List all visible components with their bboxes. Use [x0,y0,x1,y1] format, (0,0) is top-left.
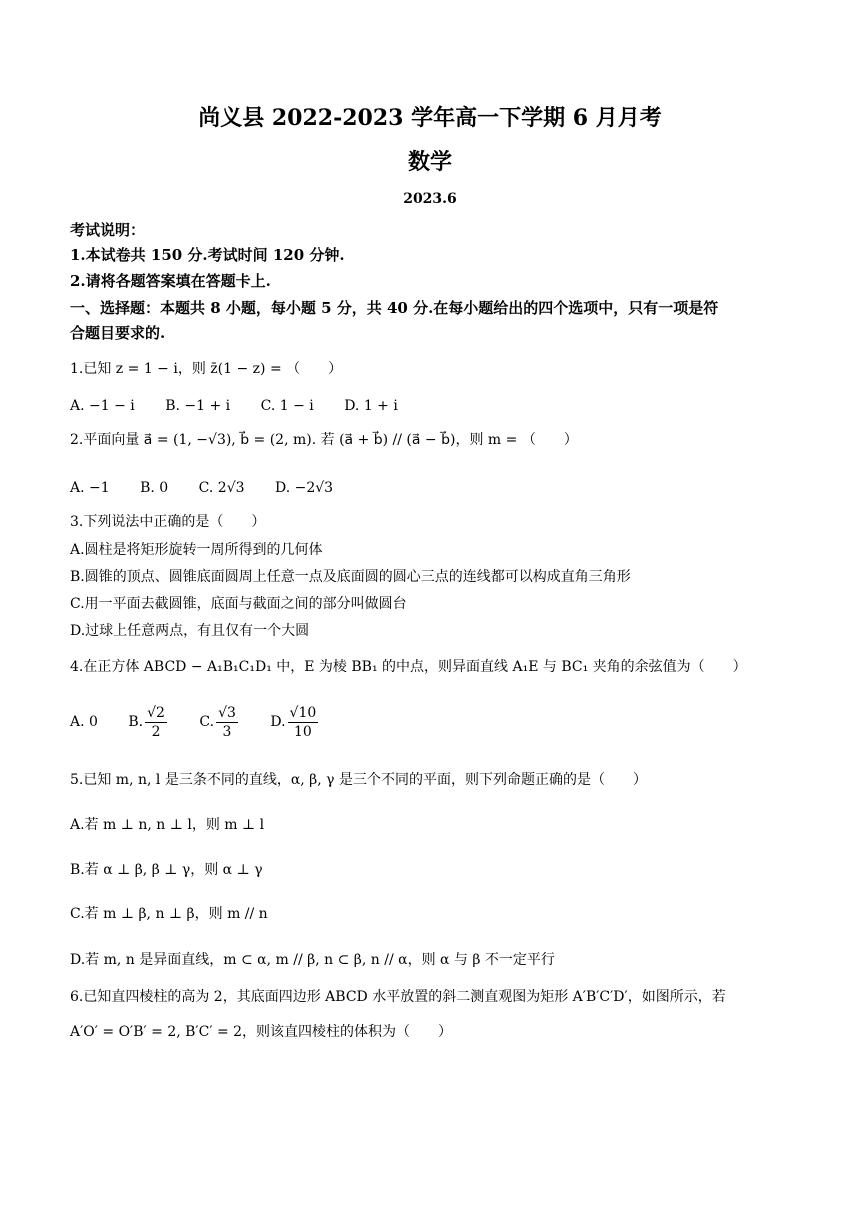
question-1-option-b: B. −1 + i [165,398,231,414]
subject-heading: 数学 [407,149,452,175]
question-5-option-b: B.若 α ⊥ β, β ⊥ γ，则 α ⊥ γ [70,862,263,878]
question-4-option-d-fraction [288,704,319,741]
question-5-option-d: D.若 m, n 是异面直线，m ⊂ α, m // β, n ⊂ β, n // α，则 α 与 β 不一定平行 [70,952,555,968]
question-5-option-a: A.若 m ⊥ n, n ⊥ l，则 m ⊥ l [70,817,265,833]
question-1-stem: 1.已知 z = 1 − i，则 z̄(1 − z) = （ ） [70,361,343,377]
question-4-option-b-label: B. [128,714,144,730]
question-5-option-c: C.若 m ⊥ β, n ⊥ β，则 m // n [70,906,268,922]
question-2-option-b: B. 0 [140,480,169,496]
question-5-stem: 5.已知 m, n, l 是三条不同的直线，α, β, γ 是三个不同的平面，则下列命题正确的是（ ） [70,772,647,788]
question-4-option-c [199,702,240,742]
fraction-denominator: 3 [222,723,232,740]
question-3-option-c: C.用一平面去截圆锥，底面与截面之间的部分叫做圆台 [70,596,407,612]
question-4-option-a: A. 0 [70,714,98,730]
question-3-option-d: D.过球上任意两点，有且仅有一个大圆 [70,623,310,639]
fraction-denominator: 10 [294,723,312,740]
section-1-heading-line2: 合题目要求的. [70,324,166,342]
question-2-options [70,478,800,498]
question-6-stem-line1: 6.已知直四棱柱的高为 2，其底面四边形 ABCD 水平放置的斜二测直观图为矩形 A′B′C′D′，如图所示，若 [70,989,726,1005]
question-3-option-a: A.圆柱是将矩形旋转一周所得到的几何体 [70,542,323,558]
question-2-option-c: C. 2√3 [198,480,245,496]
question-4-option-d-label: D. [270,714,286,730]
exam-date: 2023.6 [403,191,457,207]
question-1-option-a: A. −1 − i [70,398,135,414]
question-2-option-a: A. −1 [70,480,110,496]
fraction-denominator: 2 [151,723,161,740]
question-4-option-b-fraction [145,704,167,741]
question-3-stem: 3.下列说法中正确的是（ ） [70,514,266,530]
fraction-numerator: √10 [289,704,317,721]
question-1-option-c: C. 1 − i [260,398,314,414]
section-1-heading-line1: 一、选择题：本题共 8 小题，每小题 5 分，共 40 分.在每小题给出的四个选项中，只有一项是符 [70,299,719,317]
instruction-item-1: 1.本试卷共 150 分.考试时间 120 分钟. [70,246,345,264]
question-4-option-b [128,702,169,742]
question-4-options [70,702,800,742]
question-2-option-d: D. −2√3 [274,480,334,496]
exam-title: 尚义县 2022-2023 学年高一下学期 6 月月考 [198,105,662,131]
instructions-heading: 考试说明： [70,221,146,239]
question-4-option-d [270,702,320,742]
instruction-item-2: 2.请将各题答案填在答题卡上. [70,272,271,290]
question-1-option-d: D. 1 + i [344,398,398,414]
question-1-options [70,396,800,416]
question-2-stem: 2.平面向量 a⃗ = (1, −√3), b⃗ = (2, m). 若 (a⃗ + b⃗) // (a⃗ − b⃗)，则 m = （ ） [70,432,578,448]
question-4-option-c-fraction [216,704,238,741]
question-3-option-b: B.圆锥的顶点、圆锥底面圆周上任意一点及底面圆的圆心三点的连线都可以构成直角三角形 [70,569,631,585]
question-4-stem: 4.在正方体 ABCD − A₁B₁C₁D₁ 中，E 为棱 BB₁ 的中点，则异面直线 A₁E 与 BC₁ 夹角的余弦值为（ ） [70,659,747,675]
fraction-numerator: √2 [147,704,165,721]
question-6-stem-line2: A′O′ = O′B′ = 2, B′C′ = 2，则该直四棱柱的体积为（ ） [70,1024,453,1040]
fraction-numerator: √3 [218,704,236,721]
question-4-option-c-label: C. [199,714,215,730]
